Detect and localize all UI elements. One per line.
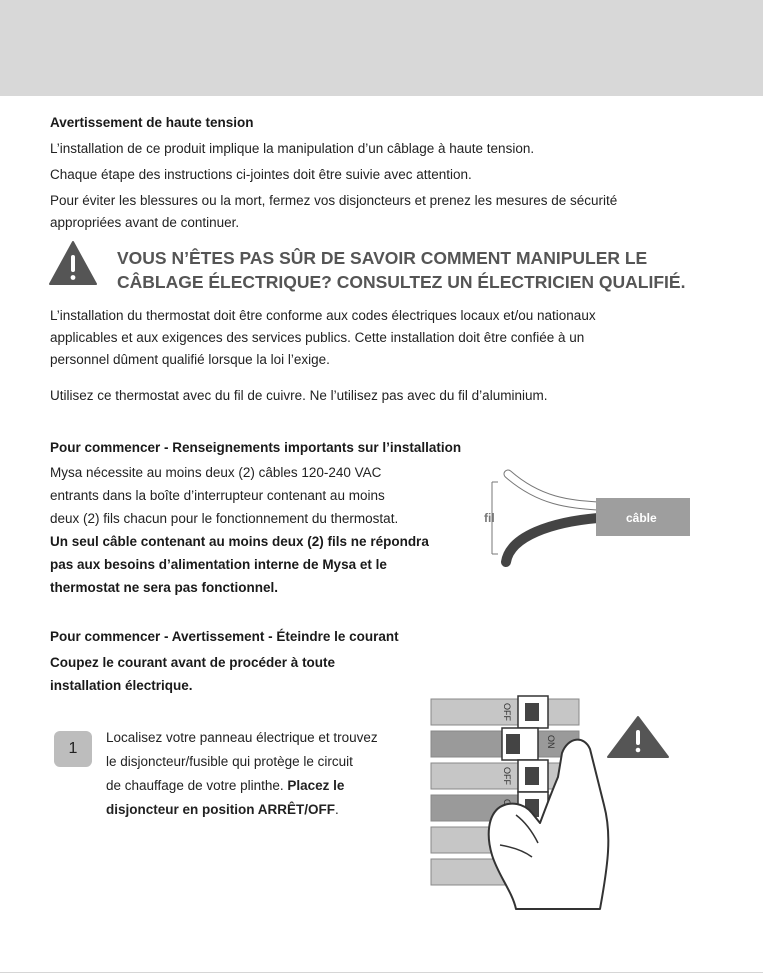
step-1-line-4-end: . [335,802,339,817]
power-off-heading: Pour commencer - Avertissement - Éteindre le courant [50,629,399,644]
breaker-off-label-2: OFF [502,767,512,785]
step-1-line-4 [106,798,339,822]
breaker-row-2 [431,728,579,760]
getting-started-bold-2: pas aux besoins d’alimentation interne de Mysa et le [50,557,387,572]
cable-label: câble [626,511,657,525]
getting-started-bold-1: Un seul câble contenant au moins deux (2) fils ne répondra [50,534,429,549]
breaker-on-label: ON [546,735,556,749]
step-1-line-1: Localisez votre panneau électrique et trouvez [106,730,378,745]
warning-heading: Avertissement de haute tension [50,115,254,130]
compliance-line-3: personnel dûment qualifié lorsque la loi l’exige. [50,352,330,367]
compliance-line-2: applicables et aux exigences des services publics. Cette installation doit être confiée à un [50,330,585,345]
step-1-line-3-plain: de chauffage de votre plinthe. [106,778,288,793]
getting-started-p1: Mysa nécessite au moins deux (2) câbles 120-240 VAC [50,465,382,480]
warning-line-3a: Pour éviter les blessures ou la mort, fermez vos disjoncteurs et prenez les mesures de sécurité [50,193,618,208]
header-band [0,0,763,96]
getting-started-p3: deux (2) fils chacun pour le fonctionnement du thermostat. [50,511,399,526]
copper-note: Utilisez ce thermostat avec du fil de cuivre. Ne l’utilisez pas avec du fil d’aluminium. [50,388,548,403]
warning-line-1: L’installation de ce produit implique la manipulation d’un câblage à haute tension. [50,141,535,156]
warning-line-3b: appropriées avant de continuer. [50,215,240,230]
breaker-row-1 [431,696,579,728]
getting-started-heading: Pour commencer - Renseignements importants sur l’installation [50,440,462,455]
compliance-line-1: L’installation du thermostat doit être conforme aux codes électriques locaux et/ou nationaux [50,308,596,323]
getting-started-bold-3: thermostat ne sera pas fonctionnel. [50,580,279,595]
page-bottom-divider [0,972,763,973]
wire-label: fil [484,511,495,525]
callout-line-2: CÂBLAGE ÉLECTRIQUE? CONSULTEZ UN ÉLECTRICIEN QUALIFIÉ. [117,272,686,292]
warning-triangle-icon-small [608,717,668,757]
getting-started-p2: entrants dans la boîte d’interrupteur contenant au moins [50,488,385,503]
step-1-line-3-bold: Placez le [287,778,345,793]
breaker-off-label-1: OFF [502,703,512,721]
breaker-panel-illustration [428,695,688,913]
power-off-bold-1: Coupez le courant avant de procéder à toute [50,655,336,670]
callout-line-1: VOUS N’ÊTES PAS SÛR DE SAVOIR COMMENT MANIPULER LE [117,248,648,268]
step-1-line-4-bold: disjoncteur en position ARRÊT/OFF [106,802,335,817]
step-number-badge: 1 [54,731,92,767]
warning-triangle-icon [48,240,98,286]
warning-line-2: Chaque étape des instructions ci-jointes doit être suivie avec attention. [50,167,472,182]
cable-diagram [470,462,690,582]
step-1-line-2: le disjoncteur/fusible qui protège le circuit [106,754,353,769]
step-1-line-3 [106,774,344,798]
power-off-bold-2: installation électrique. [50,678,193,693]
